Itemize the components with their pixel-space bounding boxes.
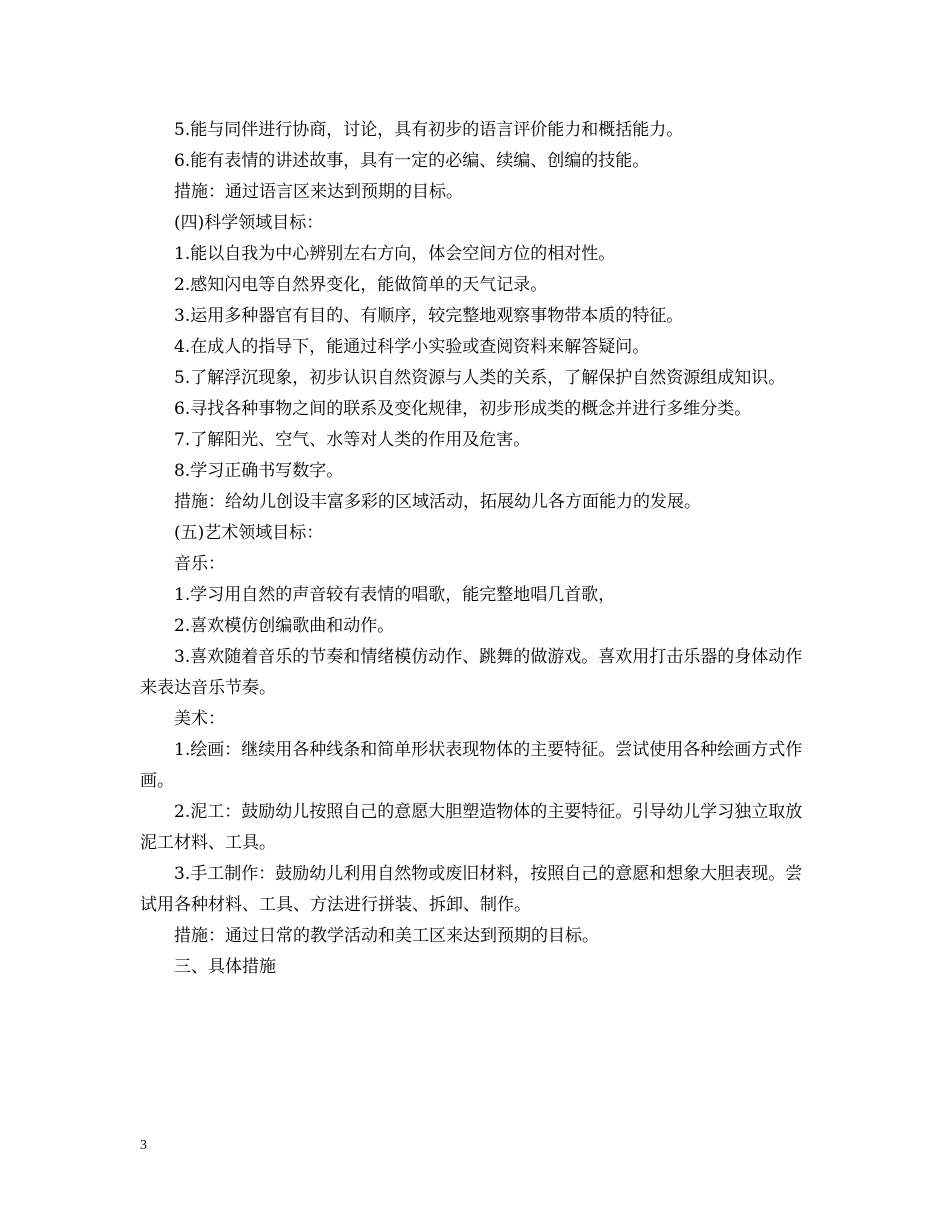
paragraph: 2.泥工：鼓励幼儿按照自己的意愿大胆塑造物体的主要特征。引导幼儿学习独立取放泥工材料、工具。 bbox=[140, 802, 803, 853]
paragraph: 3.手工制作：鼓励幼儿利用自然物或废旧材料，按照自己的意愿和想象大胆表现。尝试用各种材料、工具、方法进行拼装、拆卸、制作。 bbox=[140, 864, 803, 915]
paragraph: 5.能与同伴进行协商，讨论，具有初步的语言评价能力和概括能力。 bbox=[174, 120, 684, 140]
paragraph: 6.能有表情的讲述故事，具有一定的必编、续编、创编的技能。 bbox=[174, 151, 650, 171]
subsection-heading: 美术： bbox=[174, 709, 225, 729]
paragraph: 1.学习用自然的声音较有表情的唱歌，能完整地唱几首歌， bbox=[174, 585, 616, 605]
paragraph: 5.了解浮沉现象，初步认识自然资源与人类的关系，了解保护自然资源组成知识。 bbox=[174, 368, 786, 388]
subsection-heading: 音乐： bbox=[174, 554, 225, 574]
section-heading: (五)艺术领域目标： bbox=[174, 523, 324, 543]
section-heading: (四)科学领域目标： bbox=[174, 213, 324, 233]
paragraph: 7.了解阳光、空气、水等对人类的作用及危害。 bbox=[174, 430, 531, 450]
paragraph: 措施：给幼儿创设丰富多彩的区域活动，拓展幼儿各方面能力的发展。 bbox=[174, 492, 701, 512]
paragraph: 3.运用多种器官有目的、有顺序，较完整地观察事物带本质的特征。 bbox=[174, 306, 684, 326]
paragraph: 2.感知闪电等自然界变化，能做简单的天气记录。 bbox=[174, 275, 548, 295]
section-heading: 三、具体措施 bbox=[174, 957, 276, 977]
paragraph: 4.在成人的指导下，能通过科学小实验或查阅资料来解答疑问。 bbox=[174, 337, 650, 357]
paragraph: 6.寻找各种事物之间的联系及变化规律，初步形成类的概念并进行多维分类。 bbox=[174, 399, 752, 419]
paragraph: 8.学习正确书写数字。 bbox=[174, 461, 344, 481]
document-body bbox=[140, 115, 812, 983]
paragraph: 措施：通过语言区来达到预期的目标。 bbox=[174, 182, 463, 202]
paragraph: 3.喜欢随着音乐的节奏和情绪模仿动作、跳舞的做游戏。喜欢用打击乐器的身体动作来表达音乐节奏。 bbox=[140, 647, 803, 698]
paragraph: 1.能以自我为中心辨别左右方向，体会空间方位的相对性。 bbox=[174, 244, 616, 264]
paragraph: 1.绘画：继续用各种线条和简单形状表现物体的主要特征。尝试使用各种绘画方式作画。 bbox=[140, 740, 803, 791]
paragraph: 措施：通过日常的教学活动和美工区来达到预期的目标。 bbox=[174, 926, 599, 946]
paragraph: 2.喜欢模仿创编歌曲和动作。 bbox=[174, 616, 395, 636]
page-number: 3 bbox=[140, 1138, 147, 1153]
